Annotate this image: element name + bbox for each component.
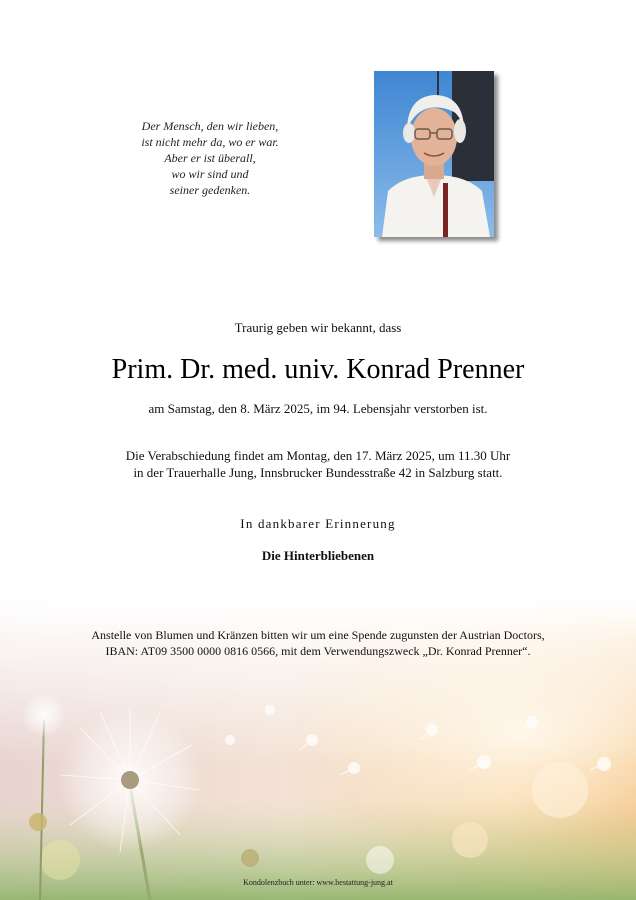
memorial-poem bbox=[120, 118, 300, 198]
farewell-line-location: in der Trauerhalle Jung, Innsbrucker Bundesstraße 42 in Salzburg statt. bbox=[133, 465, 503, 480]
farewell-line-date: Die Verabschiedung findet am Montag, den 17. März 2025, um 11.30 Uhr bbox=[125, 448, 511, 463]
death-notice: am Samstag, den 8. März 2025, im 94. Lebensjahr verstorben ist. bbox=[148, 401, 488, 416]
portrait-photo bbox=[374, 71, 494, 237]
deceased-name: Prim. Dr. med. univ. Konrad Prenner bbox=[111, 354, 525, 385]
donation-request bbox=[0, 627, 636, 659]
mourners-signature: Die Hinterbliebenen bbox=[261, 548, 375, 563]
poem-line: Aber er ist überall, bbox=[164, 151, 256, 165]
donation-line-charity: Anstelle von Blumen und Kränzen bitten wir um eine Spende zugunsten der Austrian Doctors, bbox=[91, 628, 545, 642]
poem-line: Der Mensch, den wir lieben, bbox=[141, 119, 279, 133]
donation-line-iban: IBAN: AT09 3500 0000 0816 0566, mit dem Verwendungszweck „Dr. Konrad Prenner“. bbox=[105, 644, 531, 658]
poem-line: ist nicht mehr da, wo er war. bbox=[141, 135, 279, 149]
poem-line: seiner gedenken. bbox=[169, 183, 251, 197]
announcement-intro: Traurig geben wir bekannt, dass bbox=[234, 320, 402, 335]
condolence-book-link[interactable]: Kondolenzbuch unter: www.bestattung-jung.at bbox=[243, 878, 393, 887]
poem-line: wo wir sind und bbox=[171, 167, 249, 181]
memory-phrase: In dankbarer Erinnerung bbox=[240, 516, 396, 531]
farewell-details bbox=[0, 447, 636, 481]
